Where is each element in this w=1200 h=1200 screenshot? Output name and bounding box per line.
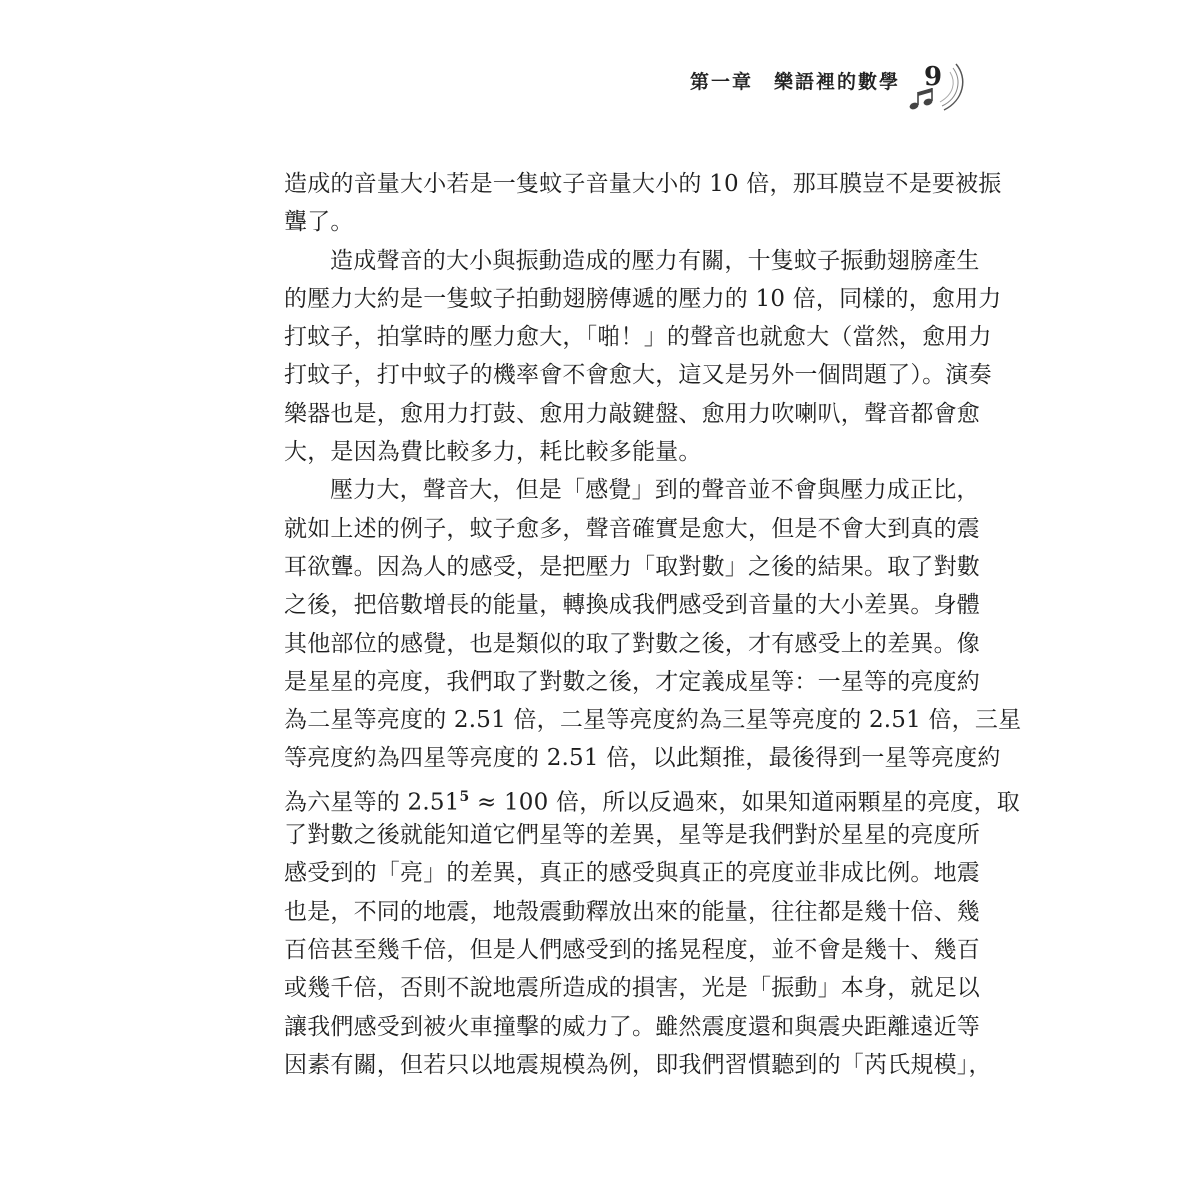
text-line: 是星星的亮度，我們取了對數之後，才定義成星等：一星等的亮度約 [284,668,980,695]
text-line-with-exponent [284,778,1020,816]
text-line: 感受到的「亮」的差異，真正的感受與真正的亮度並非成比例。地震 [284,860,980,887]
text-line: 讓我們感受到被火車撞擊的威力了。雖然震度還和與震央距離遠近等 [284,1013,980,1040]
text-line: 百倍甚至幾千倍，但是人們感受到的搖晃程度，並不會是幾十、幾百 [284,936,980,963]
text-line: 等亮度約為四星等亮度的 2.51 倍，以此類推，最後得到一星等亮度約 [284,745,1001,772]
running-head: 第一章 樂語裡的數學 [689,71,900,93]
text-line: 大，是因為費比較多力，耗比較多能量。 [284,439,702,466]
text-line: 樂器也是，愈用力打鼓、愈用力敲鍵盤、愈用力吹喇叭，聲音都會愈 [284,400,980,427]
text-line: 了對數之後就能知道它們星等的差異，星等是我們對於星星的亮度所 [284,822,980,849]
text-segment: 為六星等的 2.51 [284,789,460,816]
text-line: 打蚊子，拍掌時的壓力愈大，「啪！」的聲音也就愈大（當然，愈用力 [284,324,992,351]
exponent: 5 [459,788,470,805]
text-line: 因素有關，但若只以地震規模為例，即我們習慣聽到的「芮氏規模」， [284,1051,992,1078]
text-line: 打蚊子，打中蚊子的機率會不會愈大，這又是另外一個問題了）。演奏 [284,362,992,389]
text-line: 的壓力大約是一隻蚊子拍動翅膀傳遞的壓力的 10 倍，同樣的，愈用力 [284,285,1002,312]
text-line: 耳欲聾。因為人的感受，是把壓力「取對數」之後的結果。取了對數 [284,553,980,580]
text-line: 或幾千倍，否則不說地震所造成的損害，光是「振動」本身，就足以 [284,975,980,1002]
text-line: 其他部位的感覺，也是類似的取了對數之後，才有感受上的差異。像 [284,630,980,657]
body-text [284,165,1022,1084]
text-line: 為二星等亮度的 2.51 倍，二星等亮度約為三星等亮度的 2.51 倍，三星 [284,707,1022,734]
page-number-badge [898,58,968,118]
text-line: 之後，把倍數增長的能量，轉換成我們感受到音量的大小差異。身體 [284,592,980,619]
text-line: 也是，不同的地震，地殼震動釋放出來的能量，往往都是幾十倍、幾 [284,898,980,925]
text-line: 造成聲音的大小與振動造成的壓力有關，十隻蚊子振動翅膀產生 [330,247,980,274]
text-line: 壓力大，聲音大，但是「感覺」到的聲音並不會與壓力成正比， [330,477,980,504]
text-line: 造成的音量大小若是一隻蚊子音量大小的 10 倍，那耳膜豈不是要被振 [284,171,1002,197]
text-segment: ≈ 100 倍，所以反過來，如果知道兩顆星的亮度，取 [469,789,1020,816]
text-line: 就如上述的例子，蚊子愈多，聲音確實是愈大，但是不會大到真的震 [284,515,980,542]
page-number: 9 [923,62,943,92]
text-line: 聾了。 [284,209,354,236]
